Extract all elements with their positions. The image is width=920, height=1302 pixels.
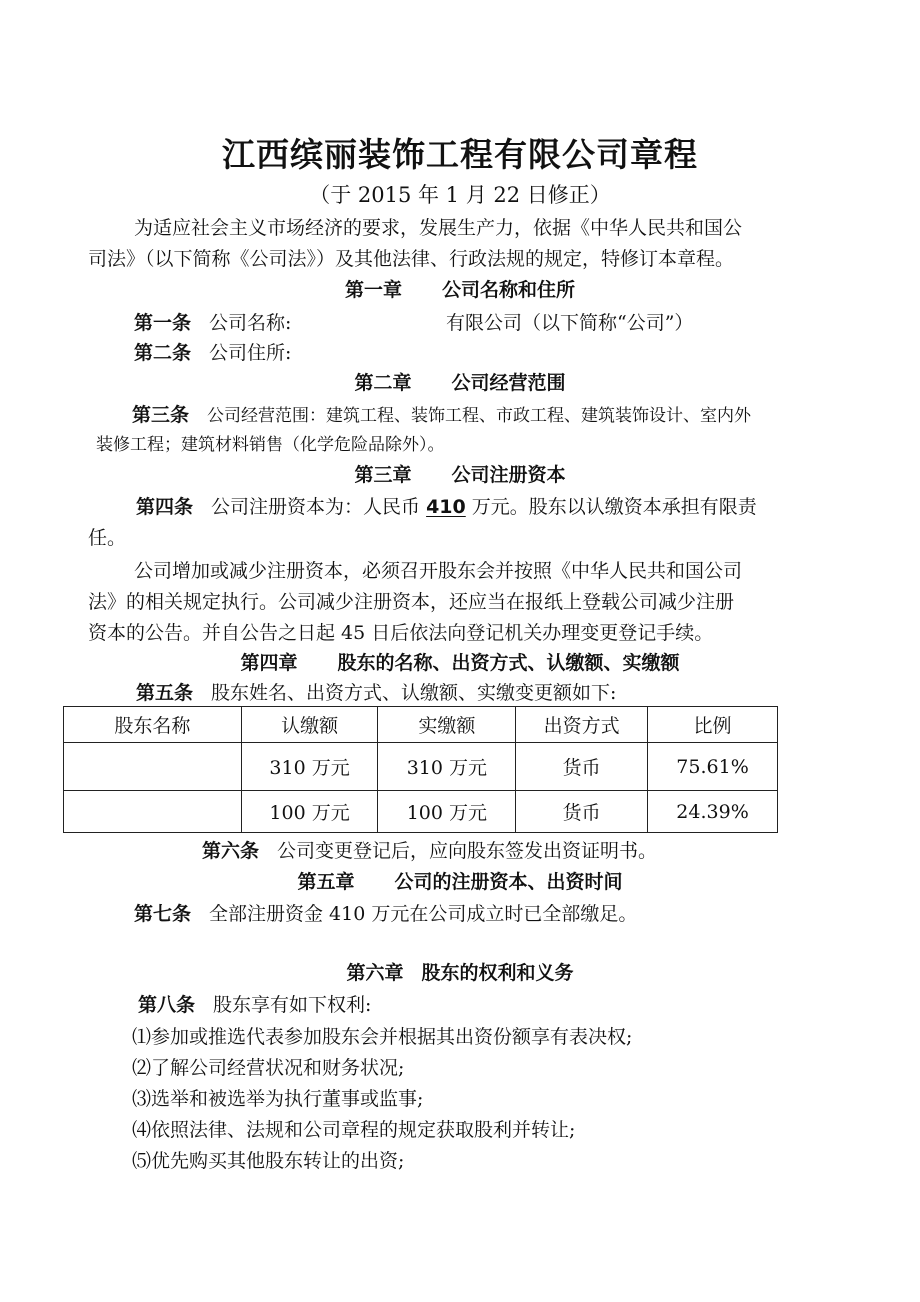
document-subtitle: （于 2015 年 1 月 22 日修正） bbox=[309, 183, 611, 207]
rights-item-3: ⑶选举和被选举为执行董事或监事; bbox=[132, 1088, 424, 1110]
chapter-1-title: 公司名称和住所 bbox=[442, 279, 576, 301]
capital-paragraph-line-3: 资本的公告。并自公告之日起 45 日后依法向登记机关办理变更登记手续。 bbox=[88, 622, 714, 644]
chapter-3-number: 第三章 bbox=[354, 464, 412, 486]
article-1-text: 公司名称: bbox=[209, 312, 292, 334]
chapter-4-number: 第四章 bbox=[240, 652, 298, 674]
chapter-6-title: 股东的权利和义务 bbox=[421, 962, 574, 984]
article-8-label: 第八条 bbox=[138, 994, 196, 1016]
capital-paragraph-line-2: 法》的相关规定执行。公司减少注册资本，还应当在报纸上登载公司减少注册 bbox=[88, 591, 735, 613]
article-7-text: 全部注册资金 410 万元在公司成立时已全部缴足。 bbox=[209, 903, 638, 925]
table-cell bbox=[64, 791, 242, 833]
preamble-line-1: 为适应社会主义市场经济的要求，发展生产力，依据《中华人民共和国公 bbox=[134, 217, 743, 239]
chapter-3-title: 公司注册资本 bbox=[451, 464, 566, 486]
document-title: 江西缤丽装饰工程有限公司章程 bbox=[222, 135, 698, 174]
article-3 bbox=[132, 402, 751, 429]
article-2-label: 第二条 bbox=[134, 342, 192, 364]
article-6-label: 第六条 bbox=[202, 840, 260, 862]
article-8-text: 股东享有如下权利: bbox=[213, 994, 372, 1016]
article-7 bbox=[134, 901, 637, 927]
article-8 bbox=[138, 992, 371, 1018]
chapter-6-number: 第六章 bbox=[346, 962, 404, 984]
article-1-suffix: 有限公司（以下简称“公司”） bbox=[446, 312, 694, 334]
rights-item-5: ⑸优先购买其他股东转让的出资; bbox=[132, 1150, 405, 1172]
article-2-text: 公司住所: bbox=[209, 342, 292, 364]
table-cell: 24.39% bbox=[648, 791, 778, 833]
article-5-label: 第五条 bbox=[136, 682, 194, 704]
table-header-row bbox=[64, 707, 778, 743]
shareholder-table bbox=[63, 706, 778, 833]
table-cell: 货币 bbox=[516, 791, 648, 833]
table-header: 认缴额 bbox=[241, 707, 378, 743]
article-6 bbox=[202, 838, 657, 864]
table-header: 出资方式 bbox=[516, 707, 648, 743]
article-3-label: 第三条 bbox=[132, 404, 190, 426]
table-cell bbox=[64, 743, 242, 791]
preamble-line-2: 司法》（以下简称《公司法》）及其他法律、行政法规的规定，特修订本章程。 bbox=[88, 248, 735, 270]
table-cell: 100 万元 bbox=[241, 791, 378, 833]
table-cell: 货币 bbox=[516, 743, 648, 791]
article-4-post: 万元。股东以认缴资本承担有限责 bbox=[471, 496, 757, 518]
article-2 bbox=[134, 340, 291, 366]
article-1-label: 第一条 bbox=[134, 312, 192, 334]
chapter-2-heading bbox=[0, 370, 920, 396]
table-cell: 310 万元 bbox=[378, 743, 516, 791]
article-4-label: 第四条 bbox=[136, 496, 194, 518]
table-cell: 100 万元 bbox=[378, 791, 516, 833]
article-5 bbox=[136, 680, 616, 706]
table-row bbox=[64, 743, 778, 791]
table-cell: 310 万元 bbox=[241, 743, 378, 791]
chapter-2-title: 公司经营范围 bbox=[451, 372, 566, 394]
table-header: 比例 bbox=[648, 707, 778, 743]
rights-item-2: ⑵了解公司经营状况和财务状况; bbox=[132, 1057, 405, 1079]
chapter-2-number: 第二章 bbox=[354, 372, 412, 394]
article-5-text: 股东姓名、出资方式、认缴额、实缴变更额如下: bbox=[211, 682, 617, 704]
chapter-5-title: 公司的注册资本、出资时间 bbox=[394, 871, 623, 893]
chapter-1-heading bbox=[0, 277, 920, 303]
chapter-5-heading bbox=[0, 869, 920, 895]
chapter-5-number: 第五章 bbox=[297, 871, 355, 893]
table-row bbox=[64, 791, 778, 833]
rights-item-1: ⑴参加或推选代表参加股东会并根据其出资份额享有表决权; bbox=[132, 1026, 633, 1048]
article-7-label: 第七条 bbox=[134, 903, 192, 925]
capital-paragraph-line-1: 公司增加或减少注册资本，必须召开股东会并按照《中华人民共和国公司 bbox=[134, 560, 743, 582]
chapter-6-heading bbox=[0, 960, 920, 986]
article-4-pre: 公司注册资本为：人民币 bbox=[211, 496, 421, 518]
article-3-text: 公司经营范围：建筑工程、装饰工程、市政工程、建筑装饰设计、室内外 bbox=[207, 406, 752, 426]
chapter-1-number: 第一章 bbox=[344, 279, 402, 301]
article-3-line-2: 装修工程；建筑材料销售（化学危险品除外）。 bbox=[96, 435, 445, 455]
chapter-3-heading bbox=[0, 462, 920, 488]
chapter-4-title: 股东的名称、出资方式、认缴额、实缴额 bbox=[337, 652, 680, 674]
registered-capital-amount: 410 bbox=[426, 496, 466, 518]
rights-item-4: ⑷依照法律、法规和公司章程的规定获取股利并转让; bbox=[132, 1119, 576, 1141]
article-1 bbox=[134, 310, 291, 336]
table-cell: 75.61% bbox=[648, 743, 778, 791]
article-6-text: 公司变更登记后，应向股东签发出资证明书。 bbox=[277, 840, 658, 862]
table-header: 实缴额 bbox=[378, 707, 516, 743]
article-4 bbox=[136, 494, 757, 520]
table-header: 股东名称 bbox=[64, 707, 242, 743]
chapter-4-heading bbox=[0, 650, 920, 676]
article-4-line-2: 任。 bbox=[88, 527, 127, 549]
